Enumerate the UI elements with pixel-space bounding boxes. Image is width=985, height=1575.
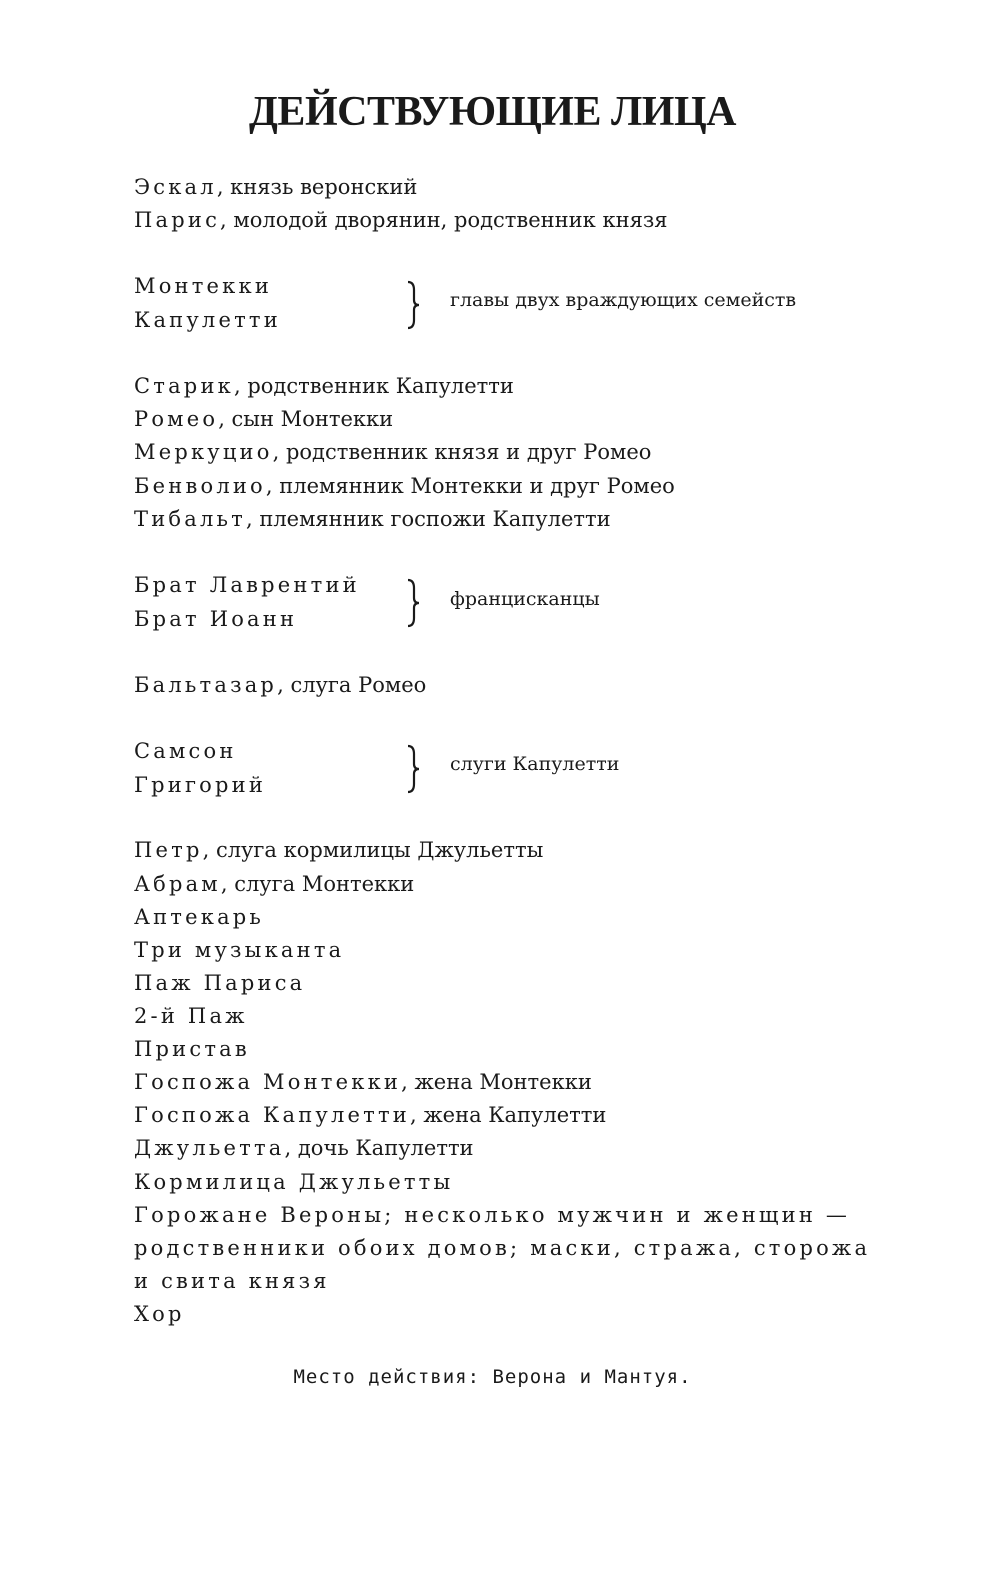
character-description: , молодой дворянин, родственник князя	[220, 208, 668, 232]
character-entry	[134, 305, 281, 335]
character-name: Парис	[134, 208, 221, 232]
character-entry	[134, 1067, 592, 1097]
character-name: Капулетти	[134, 308, 281, 332]
character-entry	[134, 770, 266, 800]
character-entry	[134, 371, 514, 401]
character-description: , князь веронский	[216, 175, 418, 199]
character-description: , жена Монтекки	[401, 1070, 592, 1094]
character-name: Петр	[134, 838, 203, 862]
character-name: Бенволио	[134, 474, 266, 498]
character-entry	[134, 1167, 453, 1197]
character-name: Бальтазар	[134, 673, 278, 697]
character-entry	[134, 404, 393, 434]
character-entry	[134, 1034, 250, 1064]
character-name: Меркуцио	[134, 440, 273, 464]
character-entry	[134, 172, 417, 202]
character-entry	[134, 471, 675, 501]
right-brace-icon	[404, 578, 424, 628]
character-name: Кормилица Джульетты	[134, 1170, 454, 1194]
character-description: , дочь Капулетти	[284, 1136, 474, 1160]
character-entry	[134, 736, 237, 766]
character-entry-chorus: Хор	[134, 1302, 185, 1326]
character-entry	[134, 935, 344, 965]
character-name: 2-й Паж	[134, 1004, 248, 1028]
character-entry	[134, 968, 305, 998]
group-label: слуги Капулетти	[450, 753, 620, 775]
character-entry	[134, 835, 543, 865]
character-name: Абрам	[134, 872, 221, 896]
character-name: Григорий	[134, 773, 267, 797]
right-brace-icon	[404, 744, 424, 794]
character-description: , племянник госпожи Капулетти	[245, 507, 611, 531]
right-brace-icon	[404, 280, 424, 330]
character-name: Тибальт	[134, 507, 246, 531]
character-description: , жена Капулетти	[410, 1103, 607, 1127]
character-description: , родственник князя и друг Ромео	[272, 440, 652, 464]
character-entry	[134, 570, 360, 600]
character-entry	[134, 670, 426, 700]
character-entry	[134, 902, 264, 932]
character-name: Паж Париса	[134, 971, 306, 995]
character-description: , слуга кормилицы Джульетты	[202, 838, 544, 862]
character-entry	[134, 1001, 248, 1031]
townsfolk-line: и свита князя	[134, 1269, 330, 1293]
character-description: , сын Монтекки	[218, 407, 394, 431]
character-description: , племянник Монтекки и друг Ромео	[265, 474, 675, 498]
character-name: Самсон	[134, 739, 237, 763]
character-name: Монтекки	[134, 274, 273, 298]
character-name: Три музыканта	[134, 938, 345, 962]
character-name: Эскал	[134, 175, 217, 199]
character-name: Старик	[134, 374, 234, 398]
character-entry	[134, 504, 611, 534]
character-entry	[134, 869, 414, 899]
group-label: францисканцы	[450, 588, 600, 610]
townsfolk-line: родственники обоих домов; маски, стража, сторожа	[134, 1236, 871, 1260]
group-label: главы двух враждующих семейств	[450, 289, 797, 311]
character-name: Госпожа Капулетти	[134, 1103, 410, 1127]
character-name: Брат Иоанн	[134, 607, 298, 631]
character-name: Брат Лаврентий	[134, 573, 360, 597]
character-description: , родственник Капулетти	[233, 374, 514, 398]
character-name: Аптекарь	[134, 905, 265, 929]
page-title: ДЕЙСТВУЮЩИЕ ЛИЦА	[249, 89, 736, 135]
character-entry	[134, 205, 668, 235]
character-entry	[134, 604, 297, 634]
character-name: Пристав	[134, 1037, 250, 1061]
setting-note: Место действия: Верона и Мантуя.	[293, 1366, 692, 1388]
character-entry	[134, 437, 651, 467]
character-name: Госпожа Монтекки	[134, 1070, 402, 1094]
townsfolk-line: Горожане Вероны; несколько мужчин и женщин —	[134, 1203, 851, 1227]
character-entry	[134, 271, 272, 301]
character-entry	[134, 1133, 474, 1163]
character-description: , слуга Ромео	[277, 673, 427, 697]
character-name: Джульетта	[134, 1136, 285, 1160]
character-name: Ромео	[134, 407, 219, 431]
character-entry	[134, 1100, 606, 1130]
character-description: , слуга Монтекки	[220, 872, 415, 896]
